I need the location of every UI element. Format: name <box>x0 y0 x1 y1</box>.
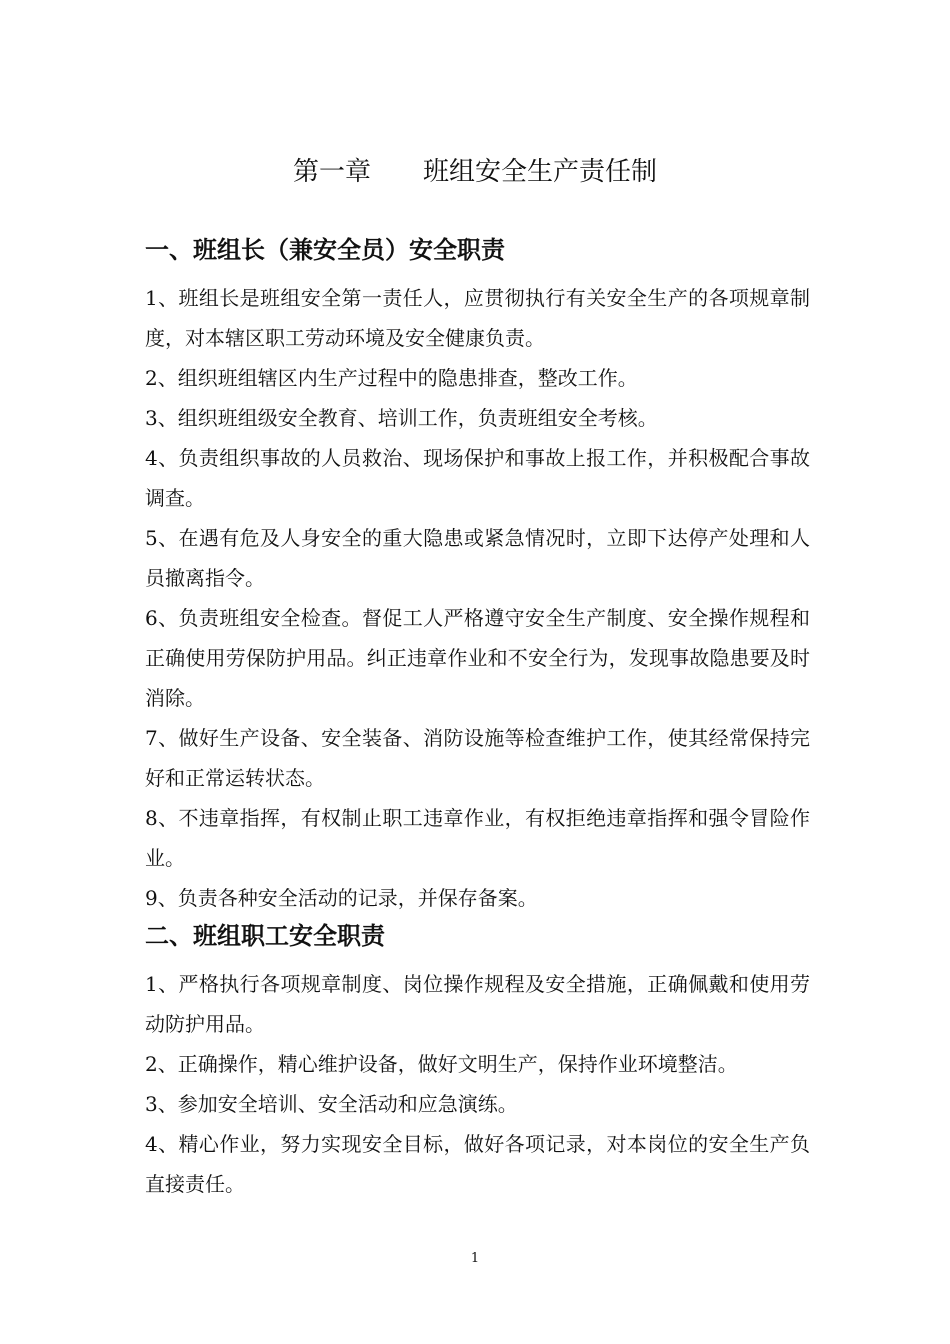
list-item: 1、严格执行各项规章制度、岗位操作规程及安全措施，正确佩戴和使用劳动防护用品。 <box>145 972 810 1036</box>
chapter-title: 第一章 班组安全生产责任制 <box>292 157 657 187</box>
list-item: 7、做好生产设备、安全装备、消防设施等检查维护工作，使其经常保持完好和正常运转状态。 <box>145 726 810 790</box>
section-heading: 二、班组职工安全职责 <box>145 921 385 950</box>
list-item: 9、负责各种安全活动的记录，并保存备案。 <box>145 886 538 910</box>
document-body <box>145 232 810 1204</box>
list-item: 3、组织班组级安全教育、培训工作，负责班组安全考核。 <box>145 406 658 430</box>
list-item: 4、精心作业，努力实现安全目标，做好各项记录，对本岗位的安全生产负直接责任。 <box>145 1132 810 1196</box>
section-heading: 一、班组长（兼安全员）安全职责 <box>145 235 505 264</box>
list-item: 2、组织班组辖区内生产过程中的隐患排查，整改工作。 <box>145 366 638 390</box>
list-item: 2、正确操作，精心维护设备，做好文明生产，保持作业环境整洁。 <box>145 1052 738 1076</box>
page-number: 1 <box>470 1251 480 1266</box>
section-leader-duties <box>145 232 810 918</box>
list-item: 5、在遇有危及人身安全的重大隐患或紧急情况时，立即下达停产处理和人员撤离指令。 <box>145 526 810 590</box>
list-item: 3、参加安全培训、安全活动和应急演练。 <box>145 1092 518 1116</box>
list-item: 6、负责班组安全检查。督促工人严格遵守安全生产制度、安全操作规程和正确使用劳保防护用品。纠正违章作业和不安全行为，发现事故隐患要及时消除。 <box>145 606 810 710</box>
list-item: 1、班组长是班组安全第一责任人，应贯彻执行有关安全生产的各项规章制度，对本辖区职工劳动环境及安全健康负责。 <box>145 286 810 350</box>
section-worker-duties <box>145 918 810 1204</box>
list-item: 8、不违章指挥，有权制止职工违章作业，有权拒绝违章指挥和强令冒险作业。 <box>145 806 810 870</box>
list-item: 4、负责组织事故的人员救治、现场保护和事故上报工作，并积极配合事故调查。 <box>145 446 810 510</box>
